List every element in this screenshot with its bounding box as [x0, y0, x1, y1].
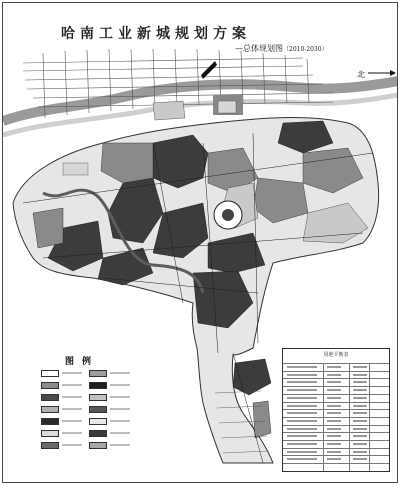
- table-cell-text: [327, 443, 341, 445]
- legend-swatch: [89, 370, 107, 377]
- legend-label-line: [62, 408, 82, 410]
- table-rule: [283, 425, 389, 426]
- table-cell-text: [287, 428, 317, 430]
- table-cell-text: [287, 451, 317, 453]
- legend-item: [41, 405, 83, 413]
- table-cell-text: [353, 443, 367, 445]
- table-rule: [283, 371, 389, 372]
- table-cell-text: [327, 389, 341, 391]
- legend-label-line: [110, 384, 130, 386]
- table-cell-text: [287, 443, 317, 445]
- table-cell-text: [327, 366, 341, 368]
- table-cell-text: [287, 405, 317, 407]
- table-cell-text: [327, 405, 341, 407]
- legend-label-line: [62, 384, 82, 386]
- legend-item: [89, 369, 131, 377]
- legend-swatch: [89, 418, 107, 425]
- land-use-table: [282, 348, 390, 472]
- map-subtitle-text: —总体规划图: [235, 44, 283, 53]
- table-cell-text: [353, 458, 367, 460]
- legend-item: [41, 441, 83, 449]
- legend-label-line: [110, 408, 130, 410]
- table-cell-text: [353, 405, 367, 407]
- north-label: 北: [357, 70, 365, 79]
- table-cell-text: [287, 374, 317, 376]
- table-rule: [283, 363, 389, 364]
- legend-label-line: [62, 420, 82, 422]
- legend-title: 图例: [65, 357, 100, 367]
- legend-label-line: [110, 444, 130, 446]
- legend-item: [41, 381, 83, 389]
- table-cell-text: [287, 366, 317, 368]
- table-cell-text: [353, 420, 367, 422]
- legend-swatch: [41, 442, 59, 449]
- legend-item: [89, 405, 131, 413]
- legend-swatch: [41, 382, 59, 389]
- table-cell-text: [353, 389, 367, 391]
- table-rule: [283, 440, 389, 441]
- table-cell-text: [327, 397, 341, 399]
- table-rule: [283, 448, 389, 449]
- table-rule: [283, 417, 389, 418]
- legend-swatch: [89, 382, 107, 389]
- table-cell-text: [327, 381, 341, 383]
- legend-label-line: [62, 432, 82, 434]
- land-use-table-title: 用地平衡表: [323, 352, 349, 358]
- legend-item: [41, 369, 83, 377]
- table-cell-text: [287, 389, 317, 391]
- legend-item: [41, 393, 83, 401]
- legend-item: [41, 429, 83, 437]
- legend-label-line: [62, 396, 82, 398]
- legend-item: [89, 429, 131, 437]
- table-cell-text: [327, 458, 341, 460]
- map-legend: [41, 369, 133, 457]
- table-rule: [283, 402, 389, 403]
- table-cell-text: [353, 428, 367, 430]
- landmark-marker: [201, 61, 217, 79]
- table-cell-text: [327, 412, 341, 414]
- table-cell-text: [353, 435, 367, 437]
- table-cell-text: [353, 366, 367, 368]
- table-cell-text: [353, 381, 367, 383]
- table-cell-text: [287, 420, 317, 422]
- table-cell-text: [353, 451, 367, 453]
- central-park-core: [222, 209, 234, 221]
- legend-swatch: [89, 406, 107, 413]
- legend-label-line: [110, 420, 130, 422]
- legend-label-line: [62, 444, 82, 446]
- legend-swatch: [41, 430, 59, 437]
- table-cell-text: [287, 435, 317, 437]
- table-cell-text: [287, 458, 317, 460]
- legend-item: [89, 393, 131, 401]
- table-rule: [283, 386, 389, 387]
- legend-swatch: [89, 394, 107, 401]
- table-column-rule: [369, 363, 370, 471]
- north-arrow-shape: [368, 69, 396, 77]
- legend-swatch: [41, 406, 59, 413]
- table-rule: [283, 378, 389, 379]
- table-cell-text: [327, 420, 341, 422]
- table-column-rule: [349, 363, 350, 471]
- map-frame: [2, 2, 398, 483]
- table-cell-text: [353, 397, 367, 399]
- table-rule: [283, 409, 389, 410]
- table-cell-text: [287, 412, 317, 414]
- legend-swatch: [41, 394, 59, 401]
- map-subtitle: [235, 43, 328, 54]
- legend-label-line: [110, 372, 130, 374]
- table-rule: [283, 432, 389, 433]
- legend-label-line: [110, 432, 130, 434]
- north-arrow-icon: [357, 69, 396, 80]
- legend-swatch: [41, 418, 59, 425]
- legend-item: [89, 417, 131, 425]
- legend-swatch: [89, 430, 107, 437]
- table-column-rule: [323, 363, 324, 471]
- table-cell-text: [327, 435, 341, 437]
- table-cell-text: [287, 381, 317, 383]
- table-cell-text: [327, 428, 341, 430]
- legend-label-line: [110, 396, 130, 398]
- legend-swatch: [89, 442, 107, 449]
- map-subtitle-years: （2010-2030）: [283, 46, 328, 53]
- table-cell-text: [327, 374, 341, 376]
- legend-item: [41, 417, 83, 425]
- table-rule: [283, 463, 389, 464]
- table-cell-text: [327, 451, 341, 453]
- legend-swatch: [41, 370, 59, 377]
- legend-item: [89, 441, 131, 449]
- table-cell-text: [353, 374, 367, 376]
- legend-label-line: [62, 372, 82, 374]
- legend-item: [89, 381, 131, 389]
- table-rule: [283, 455, 389, 456]
- map-title: 哈南工业新城规划方案: [61, 26, 251, 42]
- table-rule: [283, 394, 389, 395]
- table-cell-text: [353, 412, 367, 414]
- table-cell-text: [287, 397, 317, 399]
